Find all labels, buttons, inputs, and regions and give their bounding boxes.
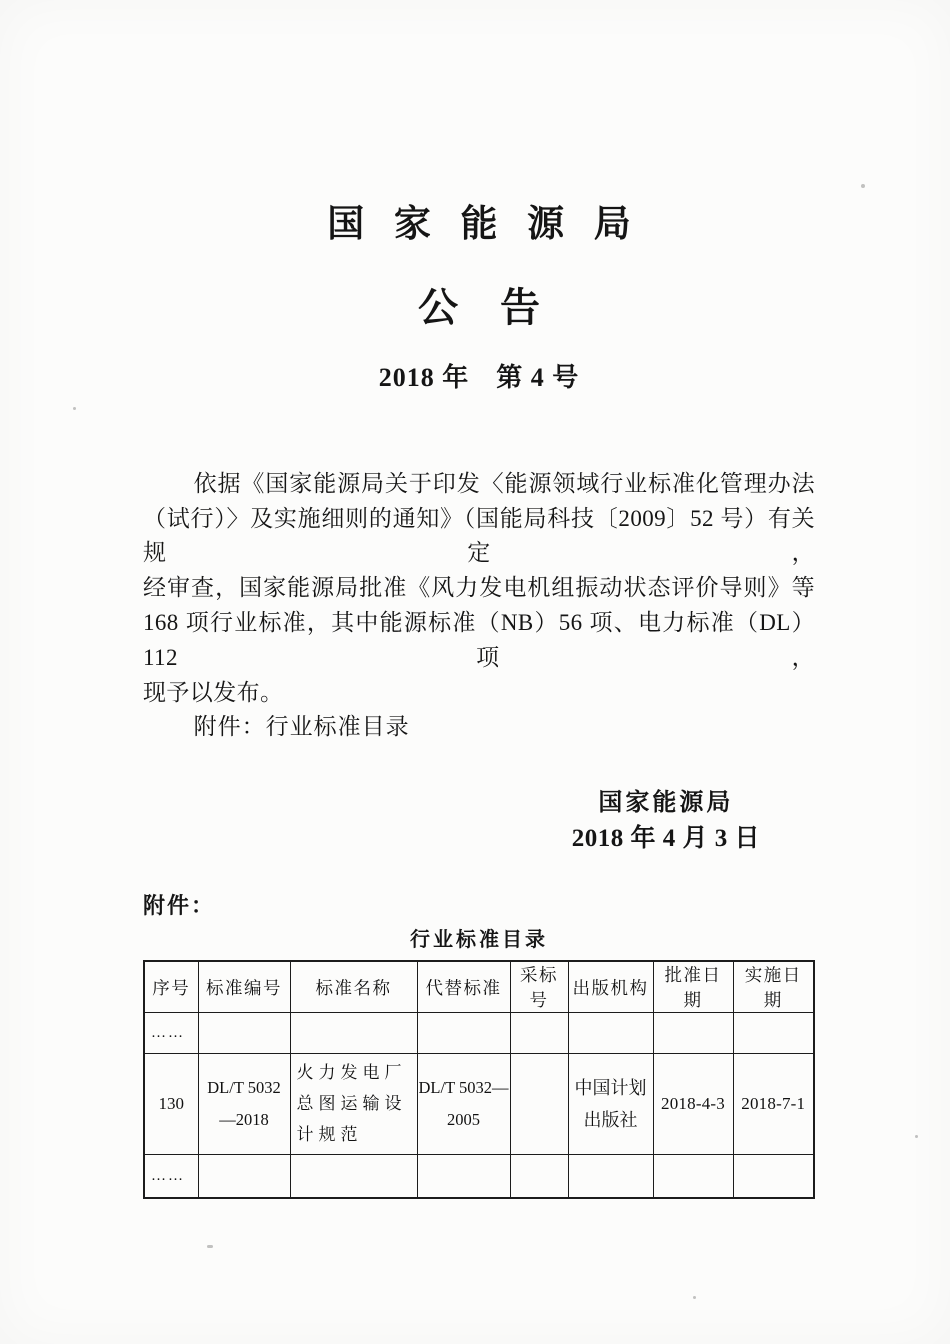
col-header-publisher: 出版机构	[568, 961, 653, 1013]
col-header-std-name: 标准名称	[290, 961, 417, 1013]
cell-std-number: DL/T 5032—2018	[198, 1054, 290, 1155]
signature-block	[143, 791, 815, 851]
cell-seq: 130	[144, 1054, 198, 1155]
scan-speck	[915, 1135, 918, 1138]
cell-replaced-std: DL/T 5032—2005	[417, 1054, 510, 1155]
doc-type-title: 公告	[418, 284, 582, 330]
cell-implement-date: 2018-7-1	[733, 1054, 814, 1155]
table-row-ellipsis-top	[144, 1013, 814, 1054]
col-header-replaced-std: 代替标准	[417, 961, 510, 1013]
notice-document	[143, 0, 815, 1199]
table-row-ellipsis-bottom	[144, 1155, 814, 1199]
body-line: 经审查，国家能源局批准《风力发电机组振动状态评价导则》等	[143, 575, 815, 601]
signature-date: 2018 年 4 月 3 日	[571, 825, 760, 853]
agency-title: 国家能源局	[327, 204, 661, 245]
attachment-note: 附件：行业标准目录	[193, 714, 410, 740]
cell-publisher: 中国计划出版社	[568, 1054, 653, 1155]
attachment-label: 附件：	[143, 893, 216, 919]
issue-number-line: 2018 年 第 4 号	[378, 362, 580, 392]
scan-speck	[861, 184, 865, 188]
col-header-implement-date: 实施日期	[733, 961, 814, 1013]
table-row-standard-130	[144, 1054, 814, 1155]
body-line: 现予以发布。	[143, 679, 284, 705]
table-header-row	[144, 961, 814, 1013]
standards-table	[143, 960, 815, 1199]
col-header-std-number: 标准编号	[198, 961, 290, 1013]
scan-speck	[207, 1245, 213, 1248]
col-header-adopt-number: 采标号	[510, 961, 568, 1013]
signature-org: 国家能源局	[598, 789, 734, 817]
scan-speck	[693, 1296, 696, 1299]
cell-adopt-number	[510, 1054, 568, 1155]
cell-ellipsis: ……	[144, 1155, 198, 1199]
col-header-approve-date: 批准日期	[653, 961, 733, 1013]
notice-body	[143, 467, 815, 745]
cell-ellipsis: ……	[144, 1013, 198, 1054]
body-line: 168 项行业标准，其中能源标准（NB）56 项、电力标准（DL）112 项，	[143, 610, 815, 670]
cell-std-name: 火力发电厂总图运输设计规范	[290, 1054, 417, 1155]
scan-speck	[73, 407, 76, 410]
body-line: （试行）〉及实施细则的通知》（国能局科技〔2009〕52 号）有关规定，	[143, 505, 815, 566]
cell-approve-date: 2018-4-3	[653, 1054, 733, 1155]
table-title: 行业标准目录	[410, 929, 548, 952]
col-header-seq: 序号	[144, 961, 198, 1013]
body-line: 依据《国家能源局关于印发〈能源领域行业标准化管理办法	[193, 470, 815, 496]
